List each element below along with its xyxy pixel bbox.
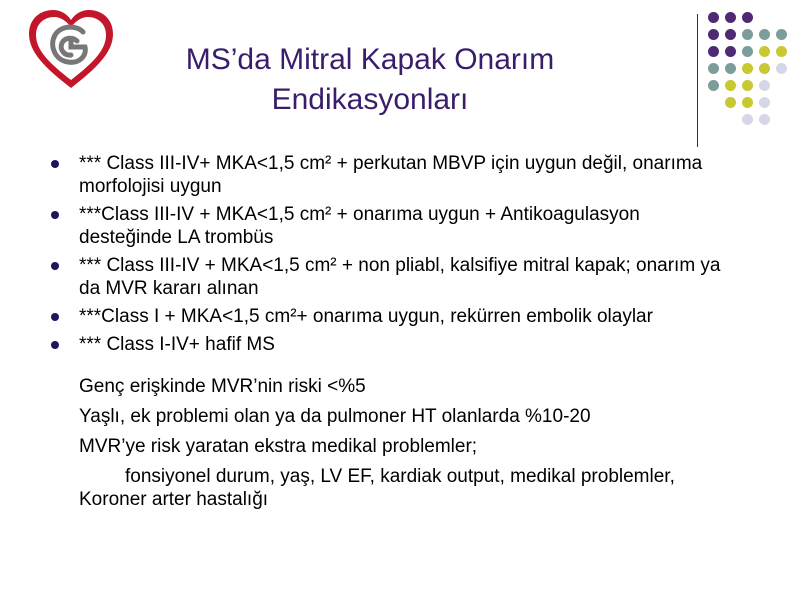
bullet-dot-icon	[51, 160, 59, 168]
decor-dot	[742, 12, 753, 23]
decor-dot	[759, 63, 770, 74]
title-line-1: MS’da Mitral Kapak Onarım	[185, 43, 555, 76]
logo	[25, 8, 117, 92]
bullet-dot-icon	[51, 211, 59, 219]
bullet-text: *** Class I-IV+ hafif MS	[79, 334, 275, 355]
decor-dot	[708, 80, 719, 91]
decor-dot	[725, 97, 736, 108]
decor-dot	[708, 12, 719, 23]
decor-dot	[708, 29, 719, 40]
decor-dot	[708, 63, 719, 74]
note-extra-problems-list: fonsiyonel durum, yaş, LV EF, kardiak output, medikal problemler, Koroner arter hastalığı	[79, 466, 675, 510]
bullet-item	[48, 333, 728, 356]
decor-dot	[742, 80, 753, 91]
bullet-text: *** Class III-IV+ MKA<1,5 cm² + perkutan MBVP için uygun değil, onarıma morfolojisi uygun	[79, 153, 703, 197]
decor-dot	[759, 114, 770, 125]
decor-dot	[776, 63, 787, 74]
decor-dot	[742, 46, 753, 57]
decor-dot	[776, 46, 787, 57]
note-extra-problems-heading: MVR’ye risk yaratan ekstra medikal problemler;	[79, 436, 478, 457]
bullet-list	[48, 152, 728, 356]
bullet-dot-icon	[51, 341, 59, 349]
decor-dot	[742, 63, 753, 74]
bullet-item	[48, 254, 728, 300]
decor-dot	[759, 46, 770, 57]
decor-dot	[708, 46, 719, 57]
decor-dot	[776, 29, 787, 40]
bullet-item	[48, 203, 728, 249]
decor-dot	[725, 12, 736, 23]
bullet-text: *** Class III-IV + MKA<1,5 cm² + non pliabl, kalsifiye mitral kapak; onarım ya da MVR kararı alınan	[79, 255, 721, 299]
bullet-item	[48, 152, 728, 198]
decor-dot	[742, 29, 753, 40]
bullet-text: ***Class I + MKA<1,5 cm²+ onarıma uygun, rekürren embolik olaylar	[79, 306, 653, 327]
decor-dot	[725, 80, 736, 91]
slide-body	[48, 152, 728, 511]
divider-line	[697, 14, 698, 147]
bullet-item	[48, 305, 728, 328]
slide-title	[120, 40, 620, 120]
decor-dot	[742, 114, 753, 125]
note-elderly-risk: Yaşlı, ek problemi olan ya da pulmoner HT olanlarda %10-20	[79, 406, 591, 427]
note-young-risk: Genç erişkinde MVR’nin riski <%5	[79, 376, 366, 397]
bullet-dot-icon	[51, 313, 59, 321]
decor-dot	[759, 80, 770, 91]
decor-dot	[742, 97, 753, 108]
decor-dot	[759, 29, 770, 40]
bullet-dot-icon	[51, 262, 59, 270]
bullet-text: ***Class III-IV + MKA<1,5 cm² + onarıma uygun + Antikoagulasyon desteğinde LA trombüs	[79, 204, 640, 248]
decor-dot	[759, 97, 770, 108]
decor-dot	[725, 46, 736, 57]
decor-dot	[725, 63, 736, 74]
decor-dot	[725, 29, 736, 40]
title-line-2: Endikasyonları	[271, 83, 469, 116]
